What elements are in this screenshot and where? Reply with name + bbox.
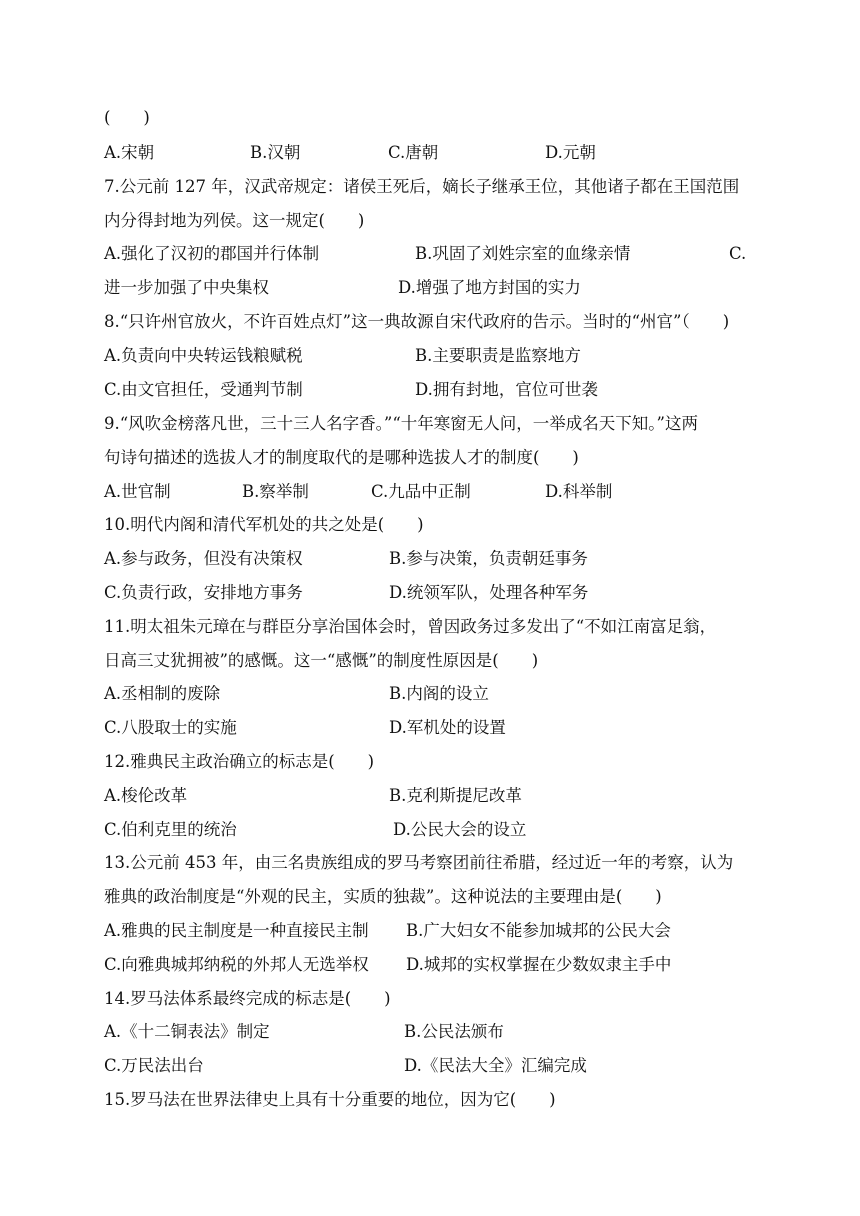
q14-option-c: C.万民法出台 bbox=[104, 1056, 204, 1075]
q11-option-d: D.军机处的设置 bbox=[389, 718, 506, 737]
q8-option-d: D.拥有封地，官位可世袭 bbox=[415, 380, 598, 399]
prev-option-b: B.汉朝 bbox=[250, 143, 301, 162]
q12-option-a: A.梭伦改革 bbox=[104, 786, 188, 805]
q11-stem-line1: 11.明太祖朱元璋在与群臣分享治国体会时，曾因政务过多发出了“不如江南富足翁， bbox=[104, 617, 717, 636]
q13-stem-line2: 雅典的政治制度是“外观的民主，实质的独裁”。这种说法的主要理由是( ) bbox=[104, 887, 662, 906]
q10-option-a: A.参与政务，但没有决策权 bbox=[104, 549, 303, 568]
q8-option-a: A.负责向中央转运钱粮赋税 bbox=[104, 346, 303, 365]
q9-option-c: C.九品中正制 bbox=[371, 482, 471, 501]
prev-question-bracket: ( ) bbox=[104, 108, 150, 127]
q7-stem-line2: 内分得封地为列侯。这一规定( ) bbox=[104, 211, 365, 230]
q14-stem-line1: 14.罗马法体系最终完成的标志是( ) bbox=[104, 989, 391, 1008]
prev-option-c: C.唐朝 bbox=[388, 143, 439, 162]
q13-stem-line1: 13.公元前 453 年，由三名贵族组成的罗马考察团前往希腊，经过近一年的考察，认为 bbox=[104, 853, 734, 872]
q8-option-b: B.主要职责是监察地方 bbox=[415, 346, 581, 365]
prev-option-a: A.宋朝 bbox=[104, 143, 155, 162]
q7-option-b: B.巩固了刘姓宗室的血缘亲情 bbox=[415, 244, 631, 263]
q12-option-d: D.公民大会的设立 bbox=[393, 820, 527, 839]
q13-option-a: A.雅典的民主制度是一种直接民主制 bbox=[104, 921, 369, 940]
q11-option-c: C.八股取士的实施 bbox=[104, 718, 237, 737]
q8-stem-line1: 8.“只许州官放火，不许百姓点灯”这一典故源自宋代政府的告示。当时的“州官”（ ) bbox=[104, 312, 730, 331]
q12-option-b: B.克利斯提尼改革 bbox=[389, 786, 522, 805]
q12-stem-line1: 12.雅典民主政治确立的标志是( ) bbox=[104, 752, 375, 771]
q10-option-b: B.参与决策，负责朝廷事务 bbox=[389, 549, 588, 568]
q9-option-b: B.察举制 bbox=[242, 482, 309, 501]
q14-option-a: A.《十二铜表法》制定 bbox=[104, 1022, 270, 1041]
q13-option-d: D.城邦的实权掌握在少数奴隶主手中 bbox=[406, 955, 672, 974]
q7-option-a: A.强化了汉初的郡国并行体制 bbox=[104, 244, 320, 263]
q14-option-d: D.《民法大全》汇编完成 bbox=[404, 1056, 587, 1075]
q12-option-c: C.伯利克里的统治 bbox=[104, 820, 237, 839]
q10-option-d: D.统领军队，处理各种军务 bbox=[389, 583, 589, 602]
q7-option-c-text: 进一步加强了中央集权 bbox=[104, 278, 269, 297]
q9-stem-line2: 句诗句描述的选拔人才的制度取代的是哪种选拔人才的制度( ) bbox=[104, 448, 579, 467]
q10-option-c: C.负责行政，安排地方事务 bbox=[104, 583, 303, 602]
q14-option-b: B.公民法颁布 bbox=[404, 1022, 504, 1041]
q11-option-a: A.丞相制的废除 bbox=[104, 684, 221, 703]
q15-stem-line1: 15.罗马法在世界法律史上具有十分重要的地位，因为它( ) bbox=[104, 1090, 556, 1109]
q11-stem-line2: 日高三丈犹拥被”的感慨。这一“感慨”的制度性原因是( ) bbox=[104, 651, 539, 670]
q9-option-a: A.世官制 bbox=[104, 482, 171, 501]
q7-stem-line1: 7.公元前 127 年，汉武帝规定：诸侯王死后，嫡长子继承王位，其他诸子都在王国范围 bbox=[104, 177, 740, 196]
q13-option-b: B.广大妇女不能参加城邦的公民大会 bbox=[406, 921, 671, 940]
q7-option-d: D.增强了地方封国的实力 bbox=[398, 278, 581, 297]
q10-stem-line1: 10.明代内阁和清代军机处的共之处是( ) bbox=[104, 515, 424, 534]
q7-option-c-letter: C. bbox=[729, 244, 747, 263]
q9-stem-line1: 9.“风吹金榜落凡世，三十三人名字香。”“十年寒窗无人问，一举成名天下知。”这两 bbox=[104, 414, 698, 433]
q11-option-b: B.内阁的设立 bbox=[389, 684, 489, 703]
prev-option-d: D.元朝 bbox=[545, 143, 596, 162]
q13-option-c: C.向雅典城邦纳税的外邦人无选举权 bbox=[104, 955, 369, 974]
q8-option-c: C.由文官担任，受通判节制 bbox=[104, 380, 303, 399]
q9-option-d: D.科举制 bbox=[545, 482, 613, 501]
